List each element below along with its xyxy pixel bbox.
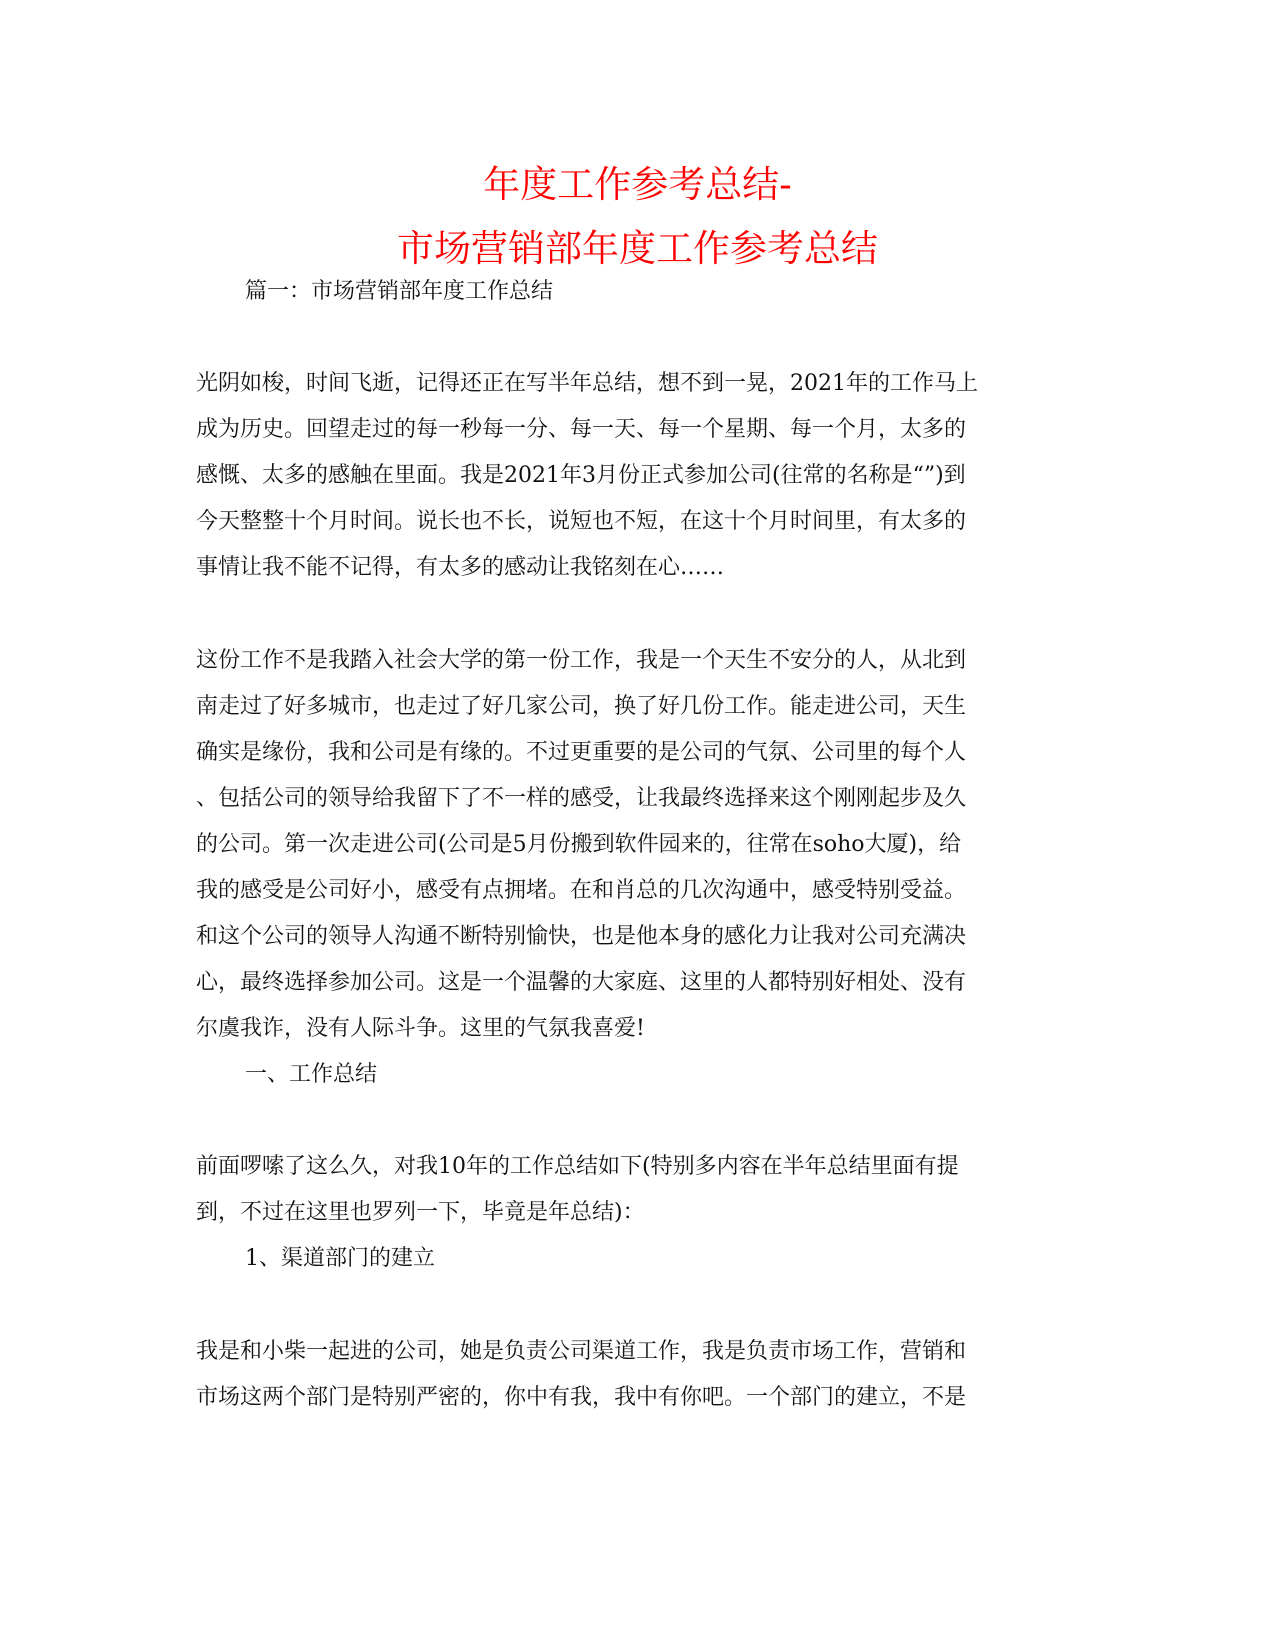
paragraph-line: 的公司。第一次走进公司(公司是5月份搬到软件园来的，往常在soho大厦)，给	[196, 832, 962, 857]
paragraph-line: 今天整整十个月时间。说长也不长，说短也不短，在这十个月时间里，有太多的	[196, 509, 967, 534]
paragraph-line: 市场这两个部门是特别严密的，你中有我，我中有你吧。一个部门的建立，不是	[196, 1385, 967, 1410]
document-title-line-2: 市场营销部年度工作参考总结	[397, 227, 878, 270]
paragraph-line: 心，最终选择参加公司。这是一个温馨的大家庭、这里的人都特别好相处、没有	[196, 970, 967, 995]
paragraph-line: 光阴如梭，时间飞逝，记得还正在写半年总结，想不到一晃，2021年的工作马上	[196, 371, 978, 396]
paragraph-line: 确实是缘份，我和公司是有缘的。不过更重要的是公司的气氛、公司里的每个人	[196, 740, 967, 765]
paragraph-line: 我的感受是公司好小，感受有点拥堵。在和肖总的几次沟通中，感受特别受益。	[196, 878, 967, 903]
paragraph-line: 成为历史。回望走过的每一秒每一分、每一天、每一个星期、每一个月，太多的	[196, 417, 967, 442]
document-title-line-1: 年度工作参考总结-	[483, 163, 792, 206]
paragraph-line: 我是和小柴一起进的公司，她是负责公司渠道工作，我是负责市场工作，营销和	[196, 1339, 967, 1364]
paragraph-line: 、包括公司的领导给我留下了不一样的感受，让我最终选择来这个刚刚起步及久	[196, 786, 967, 811]
paragraph-line: 到，不过在这里也罗列一下，毕竟是年总结)：	[196, 1200, 645, 1225]
paragraph-line: 尔虞我诈，没有人际斗争。这里的气氛我喜爱!	[196, 1016, 645, 1041]
paragraph-line: 前面啰嗦了这么久，对我10年的工作总结如下(特别多内容在半年总结里面有提	[196, 1154, 959, 1179]
subsection-heading: 1、渠道部门的建立	[245, 1246, 435, 1271]
section-heading: 一、工作总结	[245, 1062, 378, 1087]
chapter-heading: 篇一：市场营销部年度工作总结	[245, 279, 554, 304]
paragraph-line: 南走过了好多城市，也走过了好几家公司，换了好几份工作。能走进公司，天生	[196, 694, 967, 719]
paragraph-line: 和这个公司的领导人沟通不断特别愉快，也是他本身的感化力让我对公司充满决	[196, 924, 967, 949]
paragraph-line: 感慨、太多的感触在里面。我是2021年3月份正式参加公司(往常的名称是“”)到	[196, 463, 966, 488]
paragraph-line: 事情让我不能不记得，有太多的感动让我铭刻在心……	[196, 555, 725, 580]
paragraph-line: 这份工作不是我踏入社会大学的第一份工作，我是一个天生不安分的人，从北到	[196, 648, 967, 673]
